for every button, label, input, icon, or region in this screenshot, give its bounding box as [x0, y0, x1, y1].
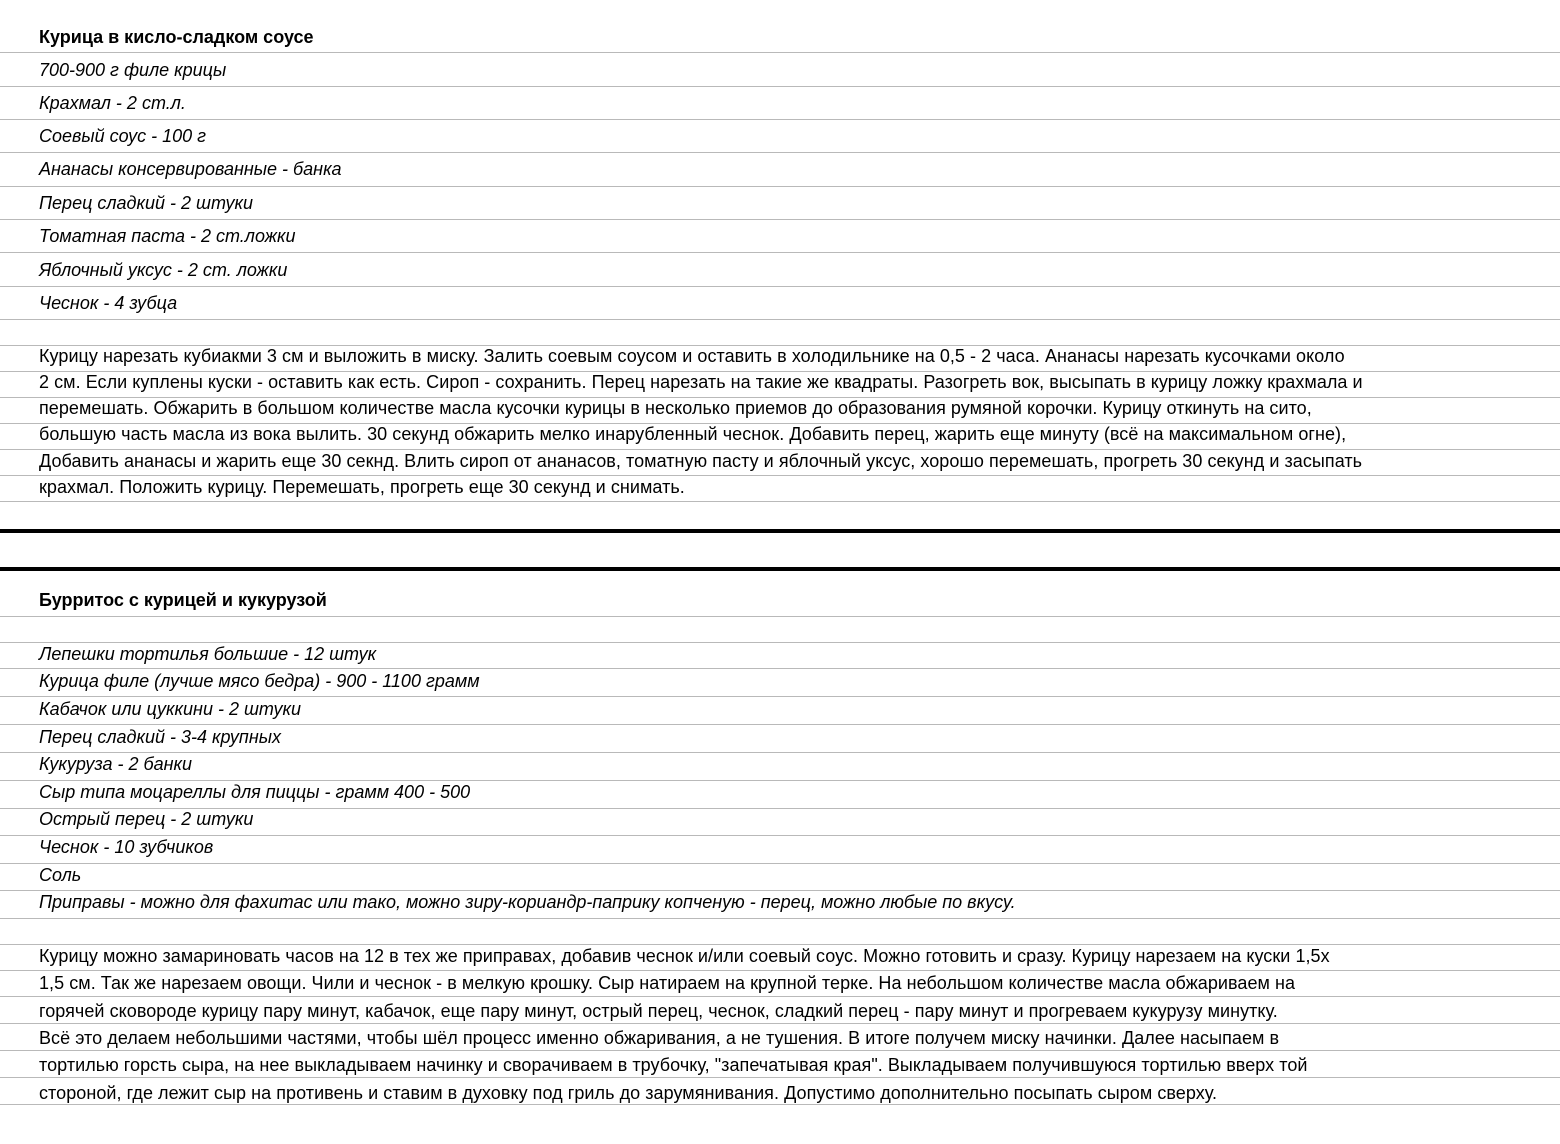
ingredient-line: Кабачок или цуккини - 2 штуки [39, 699, 302, 719]
instruction-line: горячей сковороде курицу пару минут, кабачок, еще пару минут, острый перец, чеснок, сладкий перец - пару минут и прогреваем кукурузу минутку. [39, 1001, 1278, 1021]
ruled-line [0, 52, 1560, 53]
instruction-line: Всё это делаем небольшими частями, чтобы шёл процесс именно обжаривания, а не тушения. В итоге получем миску начинки. Далее насыпаем в [39, 1028, 1280, 1048]
ingredient-line: Яблочный уксус - 2 ст. ложки [39, 260, 288, 280]
ingredient-line: Томатная паста - 2 ст.ложки [39, 226, 296, 246]
recipe-separator-top [0, 529, 1560, 533]
instruction-line: перемешать. Обжарить в большом количестве масла кусочки курицы в несколько приемов до образования румяной корочки. Курицу откинуть на сито, [39, 398, 1312, 418]
ingredient-line: Перец сладкий - 3-4 крупных [39, 727, 281, 747]
ruled-line [0, 1023, 1560, 1024]
ruled-line [0, 152, 1560, 153]
ingredient-line: Крахмал - 2 ст.л. [39, 93, 186, 113]
ingredient-line: Перец сладкий - 2 штуки [39, 193, 254, 213]
ruled-line [0, 219, 1560, 220]
ruled-line [0, 752, 1560, 753]
instruction-line: 2 см. Если куплены куски - оставить как есть. Сироп - сохранить. Перец нарезать на такие же квадраты. Разогреть вок, высыпать в курицу ложку крахмала и [39, 372, 1363, 392]
ruled-line [0, 119, 1560, 120]
ruled-line [0, 252, 1560, 253]
ruled-line [0, 970, 1560, 971]
ruled-line [0, 863, 1560, 864]
ruled-line [0, 696, 1560, 697]
ruled-line [0, 86, 1560, 87]
ruled-line [0, 501, 1560, 502]
instruction-line: Добавить ананасы и жарить еще 30 секнд. Влить сироп от ананасов, томатную пасту и яблочный уксус, хорошо перемешать, прогреть 30 секунд и засыпать [39, 451, 1363, 471]
instruction-line: Курицу нарезать кубиакми 3 см и выложить в миску. Залить соевым соусом и оставить в холодильнике на 0,5 - 2 часа. Ананасы нарезать кусочками около [39, 346, 1345, 366]
ruled-line [0, 668, 1560, 669]
ingredient-line: Чеснок - 10 зубчиков [39, 837, 214, 857]
instruction-line: тортилью горсть сыра, на нее выкладываем начинку и сворачиваем в трубочку, "запечатывая края". Выкладываем получившуюся тортилью вверх той [39, 1055, 1308, 1075]
instruction-line: большую часть масла из вока вылить. 30 секунд обжарить мелко инарубленный чеснок. Добавить перец, жарить еще минуту (всё на максимальном огне), [39, 424, 1347, 444]
ingredient-line: Чеснок - 4 зубца [39, 293, 178, 313]
ingredient-line: Соль [39, 865, 82, 885]
recipe-separator-bottom [0, 567, 1560, 571]
ingredient-line: Курица филе (лучше мясо бедра) - 900 - 1100 грамм [39, 671, 480, 691]
ruled-line [0, 1104, 1560, 1105]
ruled-line [0, 918, 1560, 919]
ingredient-line: Ананасы консервированные - банка [39, 159, 342, 179]
recipe-title: Бурритос с курицей и кукурузой [39, 590, 327, 610]
ingredient-line: Сыр типа моцареллы для пиццы - грамм 400 - 500 [39, 782, 471, 802]
instruction-line: стороной, где лежит сыр на противень и ставим в духовку под гриль до зарумянивания. Допустимо дополнительно посыпать сыром сверху. [39, 1083, 1218, 1103]
ruled-line [0, 996, 1560, 997]
ingredient-line: Острый перец - 2 штуки [39, 809, 254, 829]
instruction-line: 1,5 см. Так же нарезаем овощи. Чили и чеснок - в мелкую крошку. Сыр натираем на крупной терке. На небольшом количестве масла обжариваем на [39, 973, 1296, 993]
ruled-line [0, 186, 1560, 187]
ruled-line [0, 724, 1560, 725]
ingredient-line: Лепешки тортилья большие - 12 штук [39, 644, 377, 664]
ingredient-line: Кукуруза - 2 банки [39, 754, 193, 774]
ingredient-line: 700-900 г филе крицы [39, 60, 227, 80]
ingredient-line: Соевый соус - 100 г [39, 126, 206, 146]
instruction-line: крахмал. Положить курицу. Перемешать, прогреть еще 30 секунд и снимать. [39, 477, 685, 497]
recipe-title: Курица в кисло-сладком соусе [39, 27, 314, 47]
ruled-line [0, 1050, 1560, 1051]
ruled-line [0, 319, 1560, 320]
ruled-line [0, 1077, 1560, 1078]
ingredient-line: Приправы - можно для фахитас или тако, можно зиру-кориандр-паприку копченую - перец, можно любые по вкусу. [39, 892, 1016, 912]
ruled-line [0, 616, 1560, 617]
ruled-line [0, 835, 1560, 836]
ruled-line [0, 286, 1560, 287]
instruction-line: Курицу можно замариновать часов на 12 в тех же приправах, добавив чеснок и/или соевый соус. Можно готовить и сразу. Курицу нарезаем на куски 1,5х [39, 946, 1330, 966]
